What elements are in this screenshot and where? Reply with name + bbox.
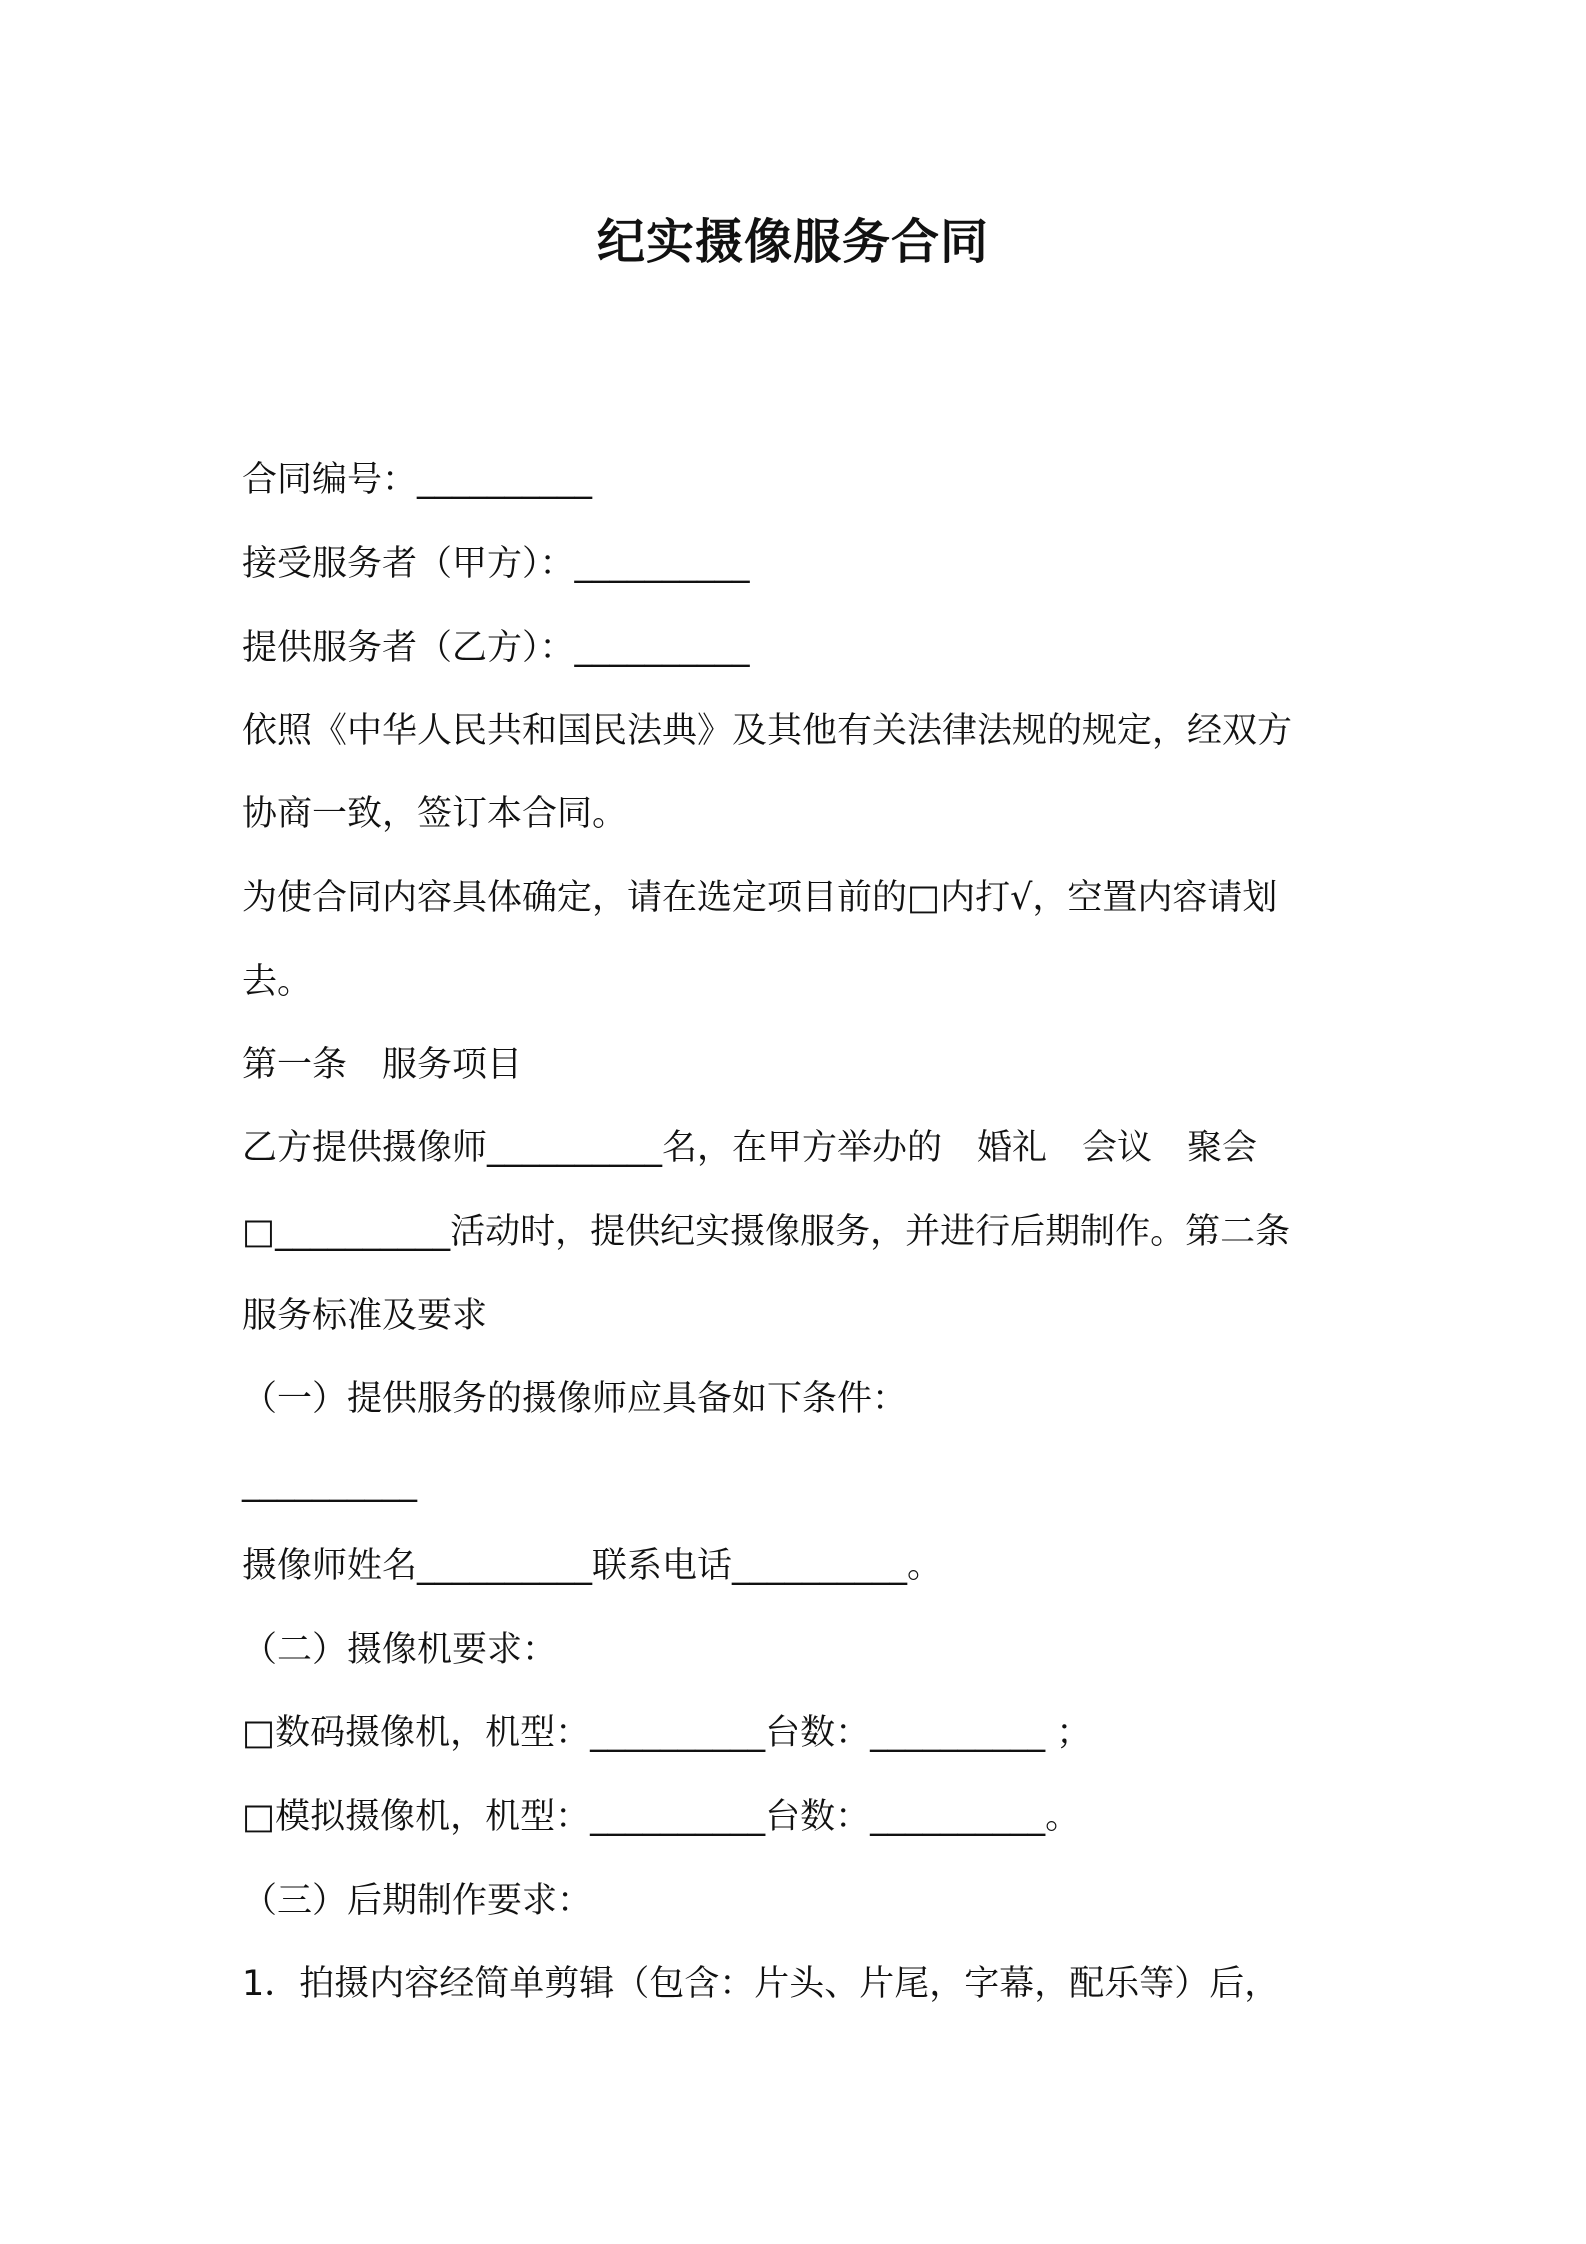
article-1-line-1: 乙方提供摄像师__________名，在甲方举办的 婚礼 会议 聚会 [242, 1128, 1258, 1168]
clause-3-heading: （三）后期制作要求： [242, 1881, 593, 1921]
preamble-line-1: 依照《中华人民共和国民法典》及其他有关法律法规的规定，经双方 [242, 711, 1293, 751]
instruction-line-2: 去。 [242, 962, 313, 1002]
photographer-info-line: 摄像师姓名__________联系电话__________。 [242, 1546, 943, 1586]
preamble-line-2: 协商一致，签订本合同。 [242, 794, 628, 834]
contract-number-line: 合同编号：__________ [242, 460, 593, 500]
instruction-line-1: 为使合同内容具体确定，请在选定项目前的□内打√，空置内容请划 [242, 878, 1278, 918]
article-1-line-2: □__________活动时，提供纪实摄像服务，并进行后期制作。第二条 [242, 1212, 1291, 1252]
party-a-line: 接受服务者（甲方）：__________ [242, 544, 750, 584]
article-2-heading: 服务标准及要求 [242, 1296, 488, 1336]
document-title: 纪实摄像服务合同 [596, 214, 989, 270]
clause-2-heading: （二）摄像机要求： [242, 1630, 558, 1670]
post-production-item-1: 1．拍摄内容经简单剪辑（包含：片头、片尾，字幕，配乐等）后， [242, 1964, 1280, 2004]
party-b-line: 提供服务者（乙方）：__________ [242, 628, 750, 668]
clause-1-blank: __________ [242, 1463, 417, 1503]
article-1-heading: 第一条 服务项目 [242, 1045, 523, 1085]
clause-1-heading: （一）提供服务的摄像师应具备如下条件： [242, 1379, 908, 1419]
digital-camera-line: □数码摄像机，机型：__________台数：__________ ； [242, 1713, 1092, 1753]
analog-camera-line: □模拟摄像机，机型：__________台数：__________。 [242, 1797, 1081, 1837]
